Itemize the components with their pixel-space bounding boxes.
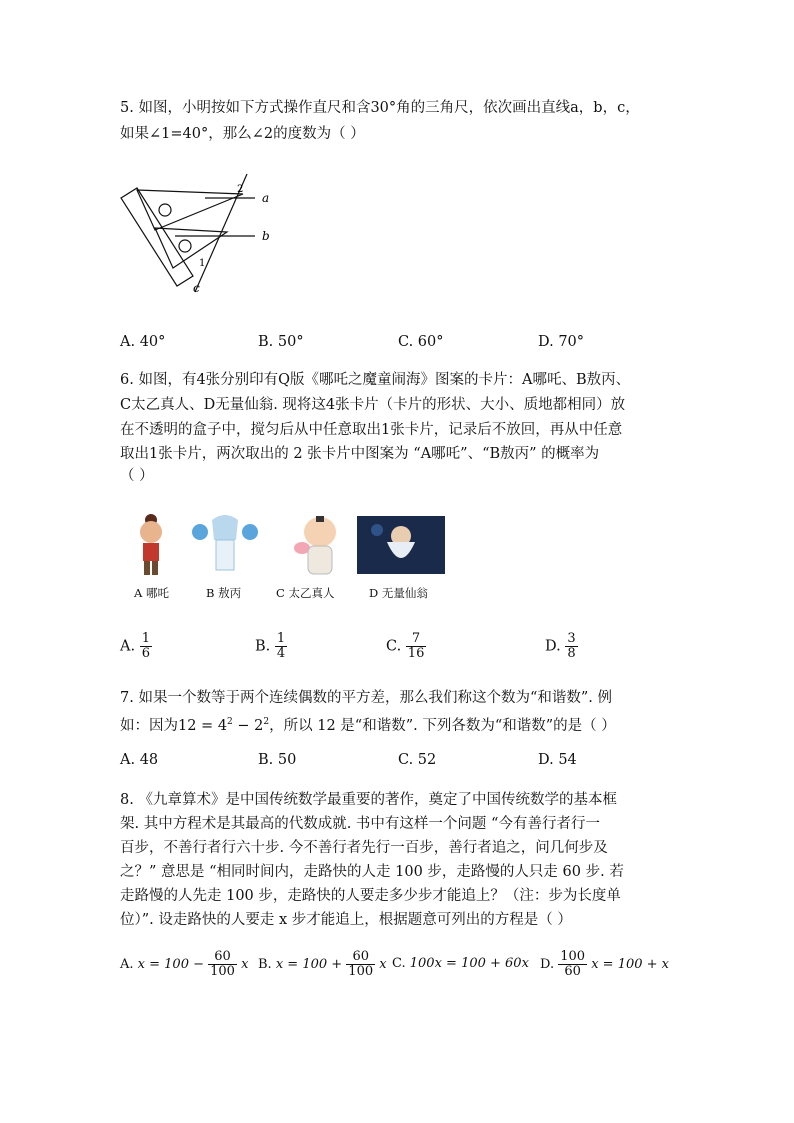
q8-stem-line4: 之？” 意思是 “相同时间内，走路快的人走 100 步，走路慢的人只走 60 步. 若 [120,864,624,880]
q7-stem-line1: 7. 如果一个数等于两个连续偶数的平方差，那么我们称这个数为“和谐数”. 例 [120,690,612,706]
card-caption-a: A 哪吒 [134,586,169,600]
card-caption-b: B 敖丙 [206,586,242,600]
q7-option-b[interactable]: B. 50 [258,752,297,768]
q8-stem-line2: 架. 其中方程术是其最高的代数成就. 书中有这样一个问题 “今有善行者行一 [120,816,600,832]
q7-option-d[interactable]: D. 54 [538,752,577,768]
q7-option-c[interactable]: C. 52 [398,752,437,768]
q6-option-c[interactable]: C. $\frac{7}{16}$ [386,631,425,661]
card-caption-d: D 无量仙翁 [369,586,428,600]
label-a: a [262,191,270,205]
q5-ruler-triangle-figure [115,170,285,300]
q5-option-c[interactable]: C. 60° [398,334,444,350]
triangle-upper [137,190,243,230]
q5-stem-line2: 如果∠1=40°，那么∠2的度数为（ ） [120,126,365,142]
q5-option-b[interactable]: B. 50° [258,334,304,350]
card-aobing-image [190,510,260,580]
label-angle2: 2 [237,184,244,195]
q8-option-a[interactable]: A. x = 100 − $\frac{60}{100}$ x [120,949,249,979]
q8-stem-line1: 8. 《九章算术》是中国传统数学最重要的著作，奠定了中国传统数学的基本框 [120,792,617,808]
q6-stem-line2: C太乙真人、D无量仙翁. 现将这4张卡片（卡片的形状、大小、质地都相同）放 [120,397,626,413]
q6-option-b[interactable]: B. $\frac{1}{4}$ [255,631,286,661]
q8-stem-line3: 百步，不善行者行六十步. 今不善行者先行一百步，善行者追之，问几何步及 [120,840,608,856]
q8-option-b[interactable]: B. x = 100 + $\frac{60}{100}$ x [258,949,387,979]
label-c: c [193,281,200,295]
card-nezha-image [130,510,172,580]
q8-stem-line5: 走路慢的人先走 100 步，走路快的人要走多少步才能追上？（注：步为长度单 [120,888,621,904]
q8-option-c[interactable]: C. 100x = 100 + 60x [392,956,529,971]
q6-option-d[interactable]: D. $\frac{3}{8}$ [545,631,576,661]
q6-stem-line5: （ ） [120,468,154,484]
fraction: $\frac{1}{6}$ [141,631,150,661]
label-b: b [262,229,270,243]
q6-option-a[interactable]: A. $\frac{1}{6}$ [120,631,150,661]
q5-option-d[interactable]: D. 70° [538,334,585,350]
ruler-shape [121,188,193,286]
card-caption-c: C 太乙真人 [276,586,335,600]
q7-option-a[interactable]: A. 48 [120,752,159,768]
label-angle1: 1 [199,258,206,269]
q6-stem-line4: 取出1张卡片，两次取出的 2 张卡片中图案为 “A哪吒”、“B敖丙” 的概率为 [120,446,600,462]
q6-stem-line3: 在不透明的盒子中，搅匀后从中任意取出1张卡片，记录后不放回，再从中任意 [120,422,623,438]
fraction: $\frac{3}{8}$ [567,631,576,661]
fraction: $\frac{7}{16}$ [407,631,425,661]
q8-stem-line6: 位）”. 设走路快的人要走 x 步才能追上，根据题意可列出的方程是（ ） [120,912,572,928]
card-taiyi-image [290,510,352,580]
q7-stem-line2: 如：因为$12 = 4^2 - 2^2$，所以 12 是“和谐数”. 下列各数为“和谐数”的是（ ） [120,717,616,734]
q8-option-d[interactable]: D. $\frac{100}{60}$ x = 100 + x [540,949,669,979]
card-wuliang-image [357,516,445,574]
q6-stem-line1: 6. 如图，有4张分别印有Q版《哪吒之魔童闹海》图案的卡片：A哪吒、B敖丙、 [120,372,631,388]
fraction: $\frac{1}{4}$ [276,631,286,661]
q5-option-a[interactable]: A. 40° [120,334,166,350]
q5-stem-line1: 5. 如图，小明按如下方式操作直尺和含30°角的三角尺，依次画出直线a，b，c， [120,100,640,116]
